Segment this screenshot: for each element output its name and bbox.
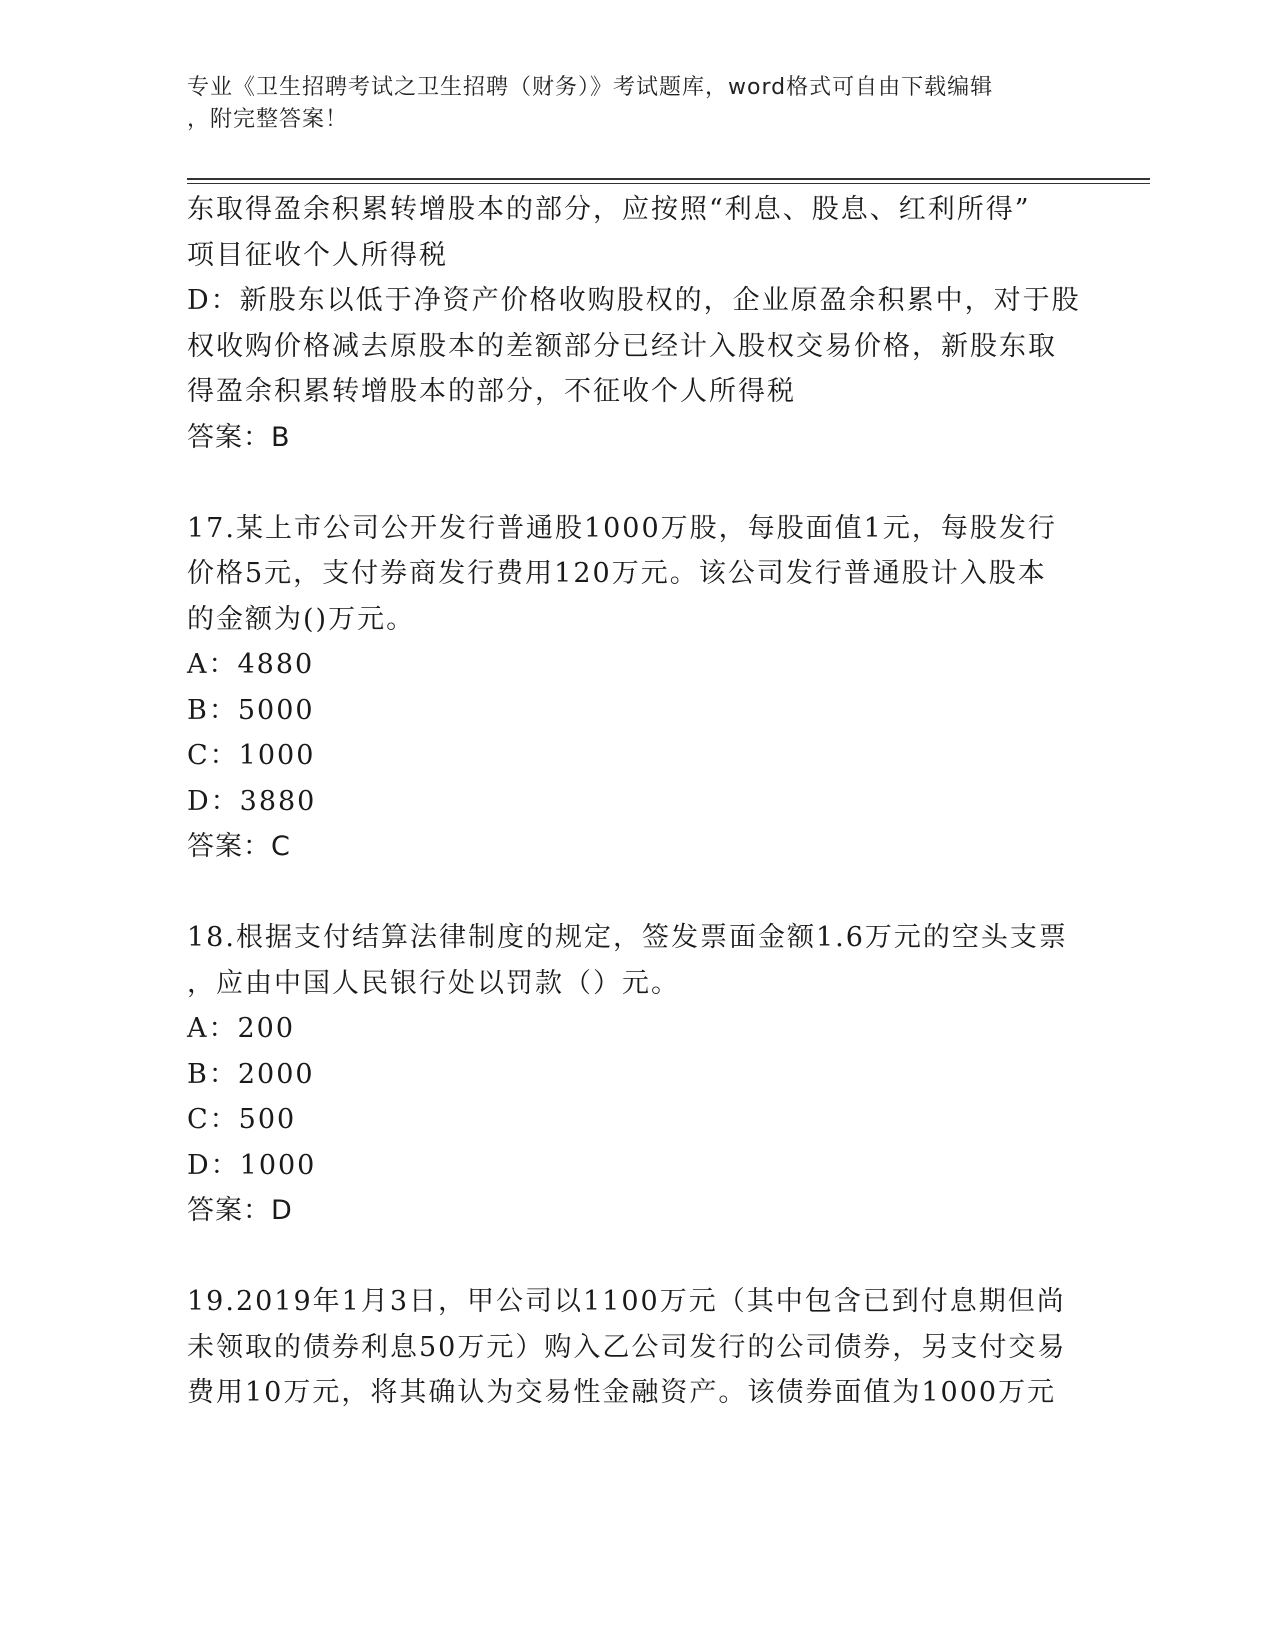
question-text-line: 19.2019年1月3日，甲公司以1100万元（其中包含已到付息期但尚 — [187, 1286, 1066, 1317]
page-content — [187, 187, 1081, 1416]
question-text-line: 18.根据支付结算法律制度的规定，签发票面金额1.6万元的空头支票 — [187, 922, 1068, 953]
question-text-line: 费用10万元，将其确认为交易性金融资产。该债券面值为1000万元 — [187, 1377, 1057, 1408]
question-text-line: 未领取的债券利息50万元）购入乙公司发行的公司债券，另支付交易 — [187, 1331, 1067, 1363]
option-d: D：1000 — [187, 1149, 317, 1181]
answer-label: 答案：C — [187, 831, 291, 862]
option-c: C：1000 — [187, 740, 316, 771]
option-b: B：2000 — [187, 1058, 315, 1090]
option-c: C：500 — [187, 1104, 297, 1135]
question-text-line: 17.某上市公司公开发行普通股1000万股，每股面值1元，每股发行 — [187, 512, 1057, 544]
question-text-line: 价格5元，支付券商发行费用120万元。该公司发行普通股计入股本 — [187, 558, 1047, 589]
header-divider — [187, 178, 1150, 184]
header-line-1: 专业《卫生招聘考试之卫生招聘（财务）》考试题库，word格式可自由下载编辑 — [187, 75, 994, 100]
question-text-line: ，应由中国人民银行处以罚款（）元。 — [187, 967, 680, 999]
option-a: A：4880 — [187, 649, 315, 680]
answer-label: 答案：D — [187, 1195, 293, 1226]
previous-question-continuation — [187, 187, 1081, 460]
spacer — [187, 460, 1077, 506]
option-a: A：200 — [187, 1013, 296, 1044]
option-d-continued: 权收购价格减去原股本的差额部分已经计入股权交易价格，新股东取 — [187, 330, 1057, 362]
option-d: D：新股东以低于净资产价格收购股权的，企业原盈余积累中，对于股 — [187, 285, 1081, 316]
answer-label: 答案：B — [187, 421, 291, 453]
spacer — [187, 1234, 1077, 1280]
spacer — [187, 870, 1077, 916]
question-17 — [187, 506, 1077, 870]
header-line-2: ，附完整答案！ — [187, 107, 349, 132]
question-text-line: 东取得盈余积累转增股本的部分，应按照“利息、股息、红利所得” — [187, 194, 1031, 225]
question-text-line: 的金额为()万元。 — [187, 603, 416, 635]
question-18 — [187, 915, 1077, 1234]
option-d-continued: 得盈余积累转增股本的部分，不征收个人所得税 — [187, 376, 796, 407]
question-19 — [187, 1279, 1077, 1416]
option-d: D：3880 — [187, 785, 317, 817]
page-header — [187, 72, 1067, 136]
option-b: B：5000 — [187, 694, 315, 726]
question-text-line: 项目征收个人所得税 — [187, 239, 448, 271]
